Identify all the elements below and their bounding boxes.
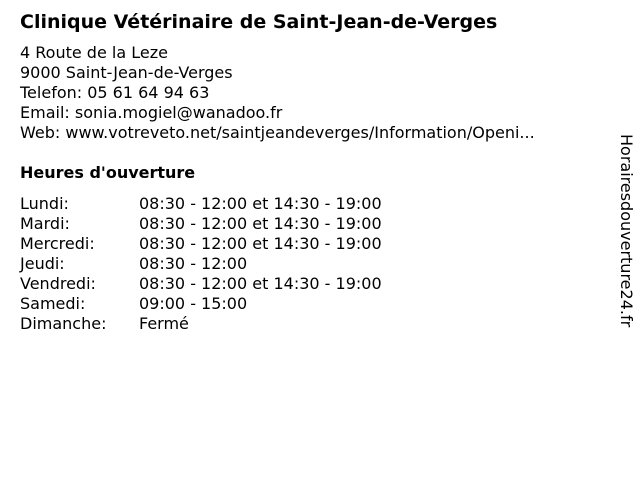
time-value: 08:30 - 12:00 et 14:30 - 19:00 (139, 234, 382, 253)
time-value: 09:00 - 15:00 (139, 294, 248, 313)
email-line: Email: sonia.mogiel@wanadoo.fr (20, 103, 283, 122)
site-watermark: Horairesdouverture24.fr (617, 134, 636, 328)
day-label: Samedi: (20, 294, 86, 313)
business-title: Clinique Vétérinaire de Saint-Jean-de-Verges (20, 11, 498, 33)
day-label: Mardi: (20, 214, 70, 233)
time-value: 08:30 - 12:00 (139, 254, 248, 273)
contact-block (20, 43, 535, 143)
time-value: 08:30 - 12:00 et 14:30 - 19:00 (139, 214, 382, 233)
opening-hours-heading: Heures d'ouverture (20, 163, 196, 182)
phone-line: Telefon: 05 61 64 94 63 (20, 83, 210, 102)
day-label: Dimanche: (20, 314, 107, 333)
day-label: Jeudi: (20, 254, 65, 273)
day-label: Vendredi: (20, 274, 96, 293)
day-label: Lundi: (20, 194, 69, 213)
time-value: Fermé (139, 314, 189, 333)
time-value: 08:30 - 12:00 et 14:30 - 19:00 (139, 274, 382, 293)
time-value: 08:30 - 12:00 et 14:30 - 19:00 (139, 194, 382, 213)
address-city: 9000 Saint-Jean-de-Verges (20, 63, 233, 82)
day-label: Mercredi: (20, 234, 95, 253)
address-street: 4 Route de la Leze (20, 43, 168, 62)
website-line: Web: www.votreveto.net/saintjeandeverges/Information/Openi... (20, 123, 535, 142)
